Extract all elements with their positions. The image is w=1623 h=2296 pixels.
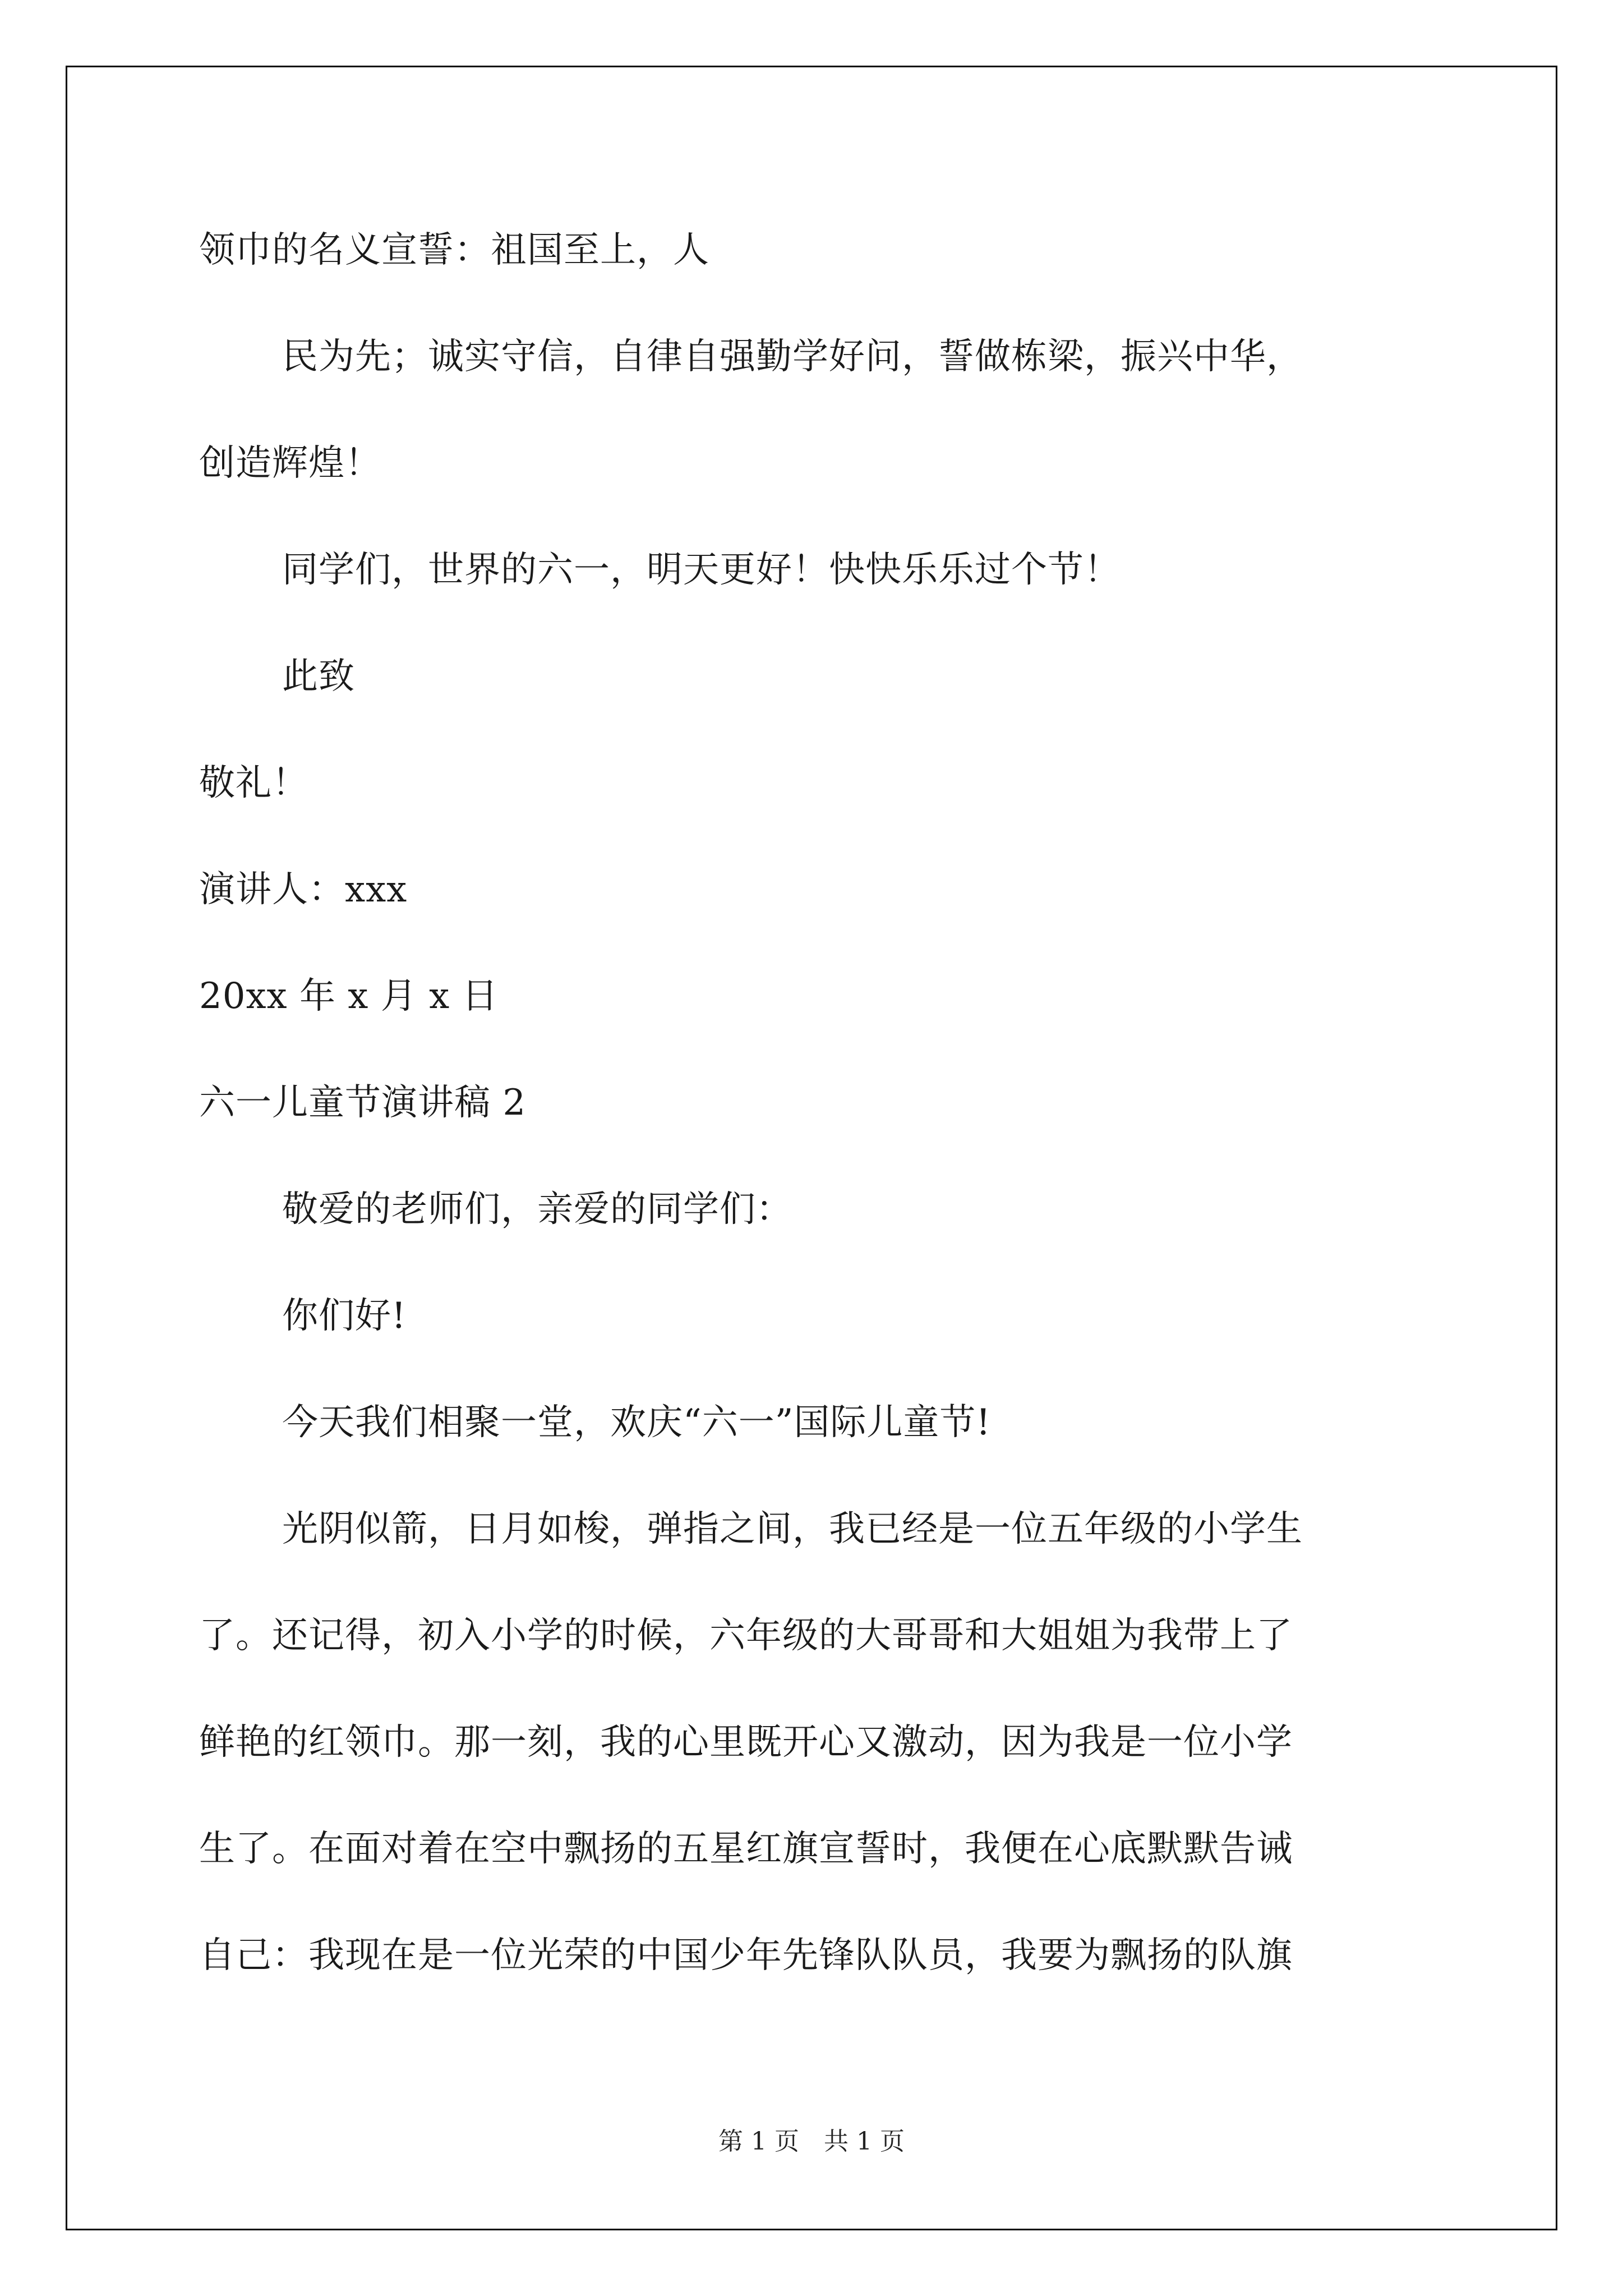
section-heading: 六一儿童节演讲稿 2: [199, 1082, 527, 1124]
text-line-6: 敬礼！: [199, 762, 308, 804]
text-line-15: 鲜艳的红领巾。那一刻，我的心里既开心又激动，因为我是一位小学: [199, 1722, 1293, 1763]
text-line-14: 了。还记得，初入小学的时候，六年级的大哥哥和大姐姐为我带上了: [199, 1615, 1293, 1657]
text-line-16: 生了。在面对着在空中飘扬的五星红旗宣誓时，我便在心底默默告诫: [199, 1828, 1293, 1870]
text-line-7: 演讲人：xxx: [199, 869, 408, 910]
text-line-8: 20xx 年 x 月 x 日: [199, 976, 499, 1017]
text-line-4: 同学们，世界的六一，明天更好！快快乐乐过个节！: [282, 549, 1121, 591]
text-line-5: 此致: [282, 656, 355, 697]
text-line-1: 领巾的名义宣誓：祖国至上，人: [199, 229, 709, 271]
text-line-10: 敬爱的老师们，亲爱的同学们：: [282, 1189, 792, 1230]
page-border: [66, 66, 1557, 2230]
text-line-2: 民为先；诚实守信，自律自强勤学好问，誓做栋梁，振兴中华，: [282, 336, 1303, 378]
text-line-11: 你们好!: [282, 1295, 407, 1337]
text-line-13: 光阴似箭，日月如梭，弹指之间，我已经是一位五年级的小学生: [282, 1508, 1303, 1550]
page-footer: 第 1 页 共 1 页: [718, 2127, 905, 2156]
text-line-17: 自己：我现在是一位光荣的中国少年先锋队队员，我要为飘扬的队旗: [199, 1935, 1293, 1976]
text-line-3: 创造辉煌！: [199, 443, 381, 484]
text-line-12: 今天我们相聚一堂，欢庆“六一”国际儿童节!: [282, 1402, 992, 1443]
